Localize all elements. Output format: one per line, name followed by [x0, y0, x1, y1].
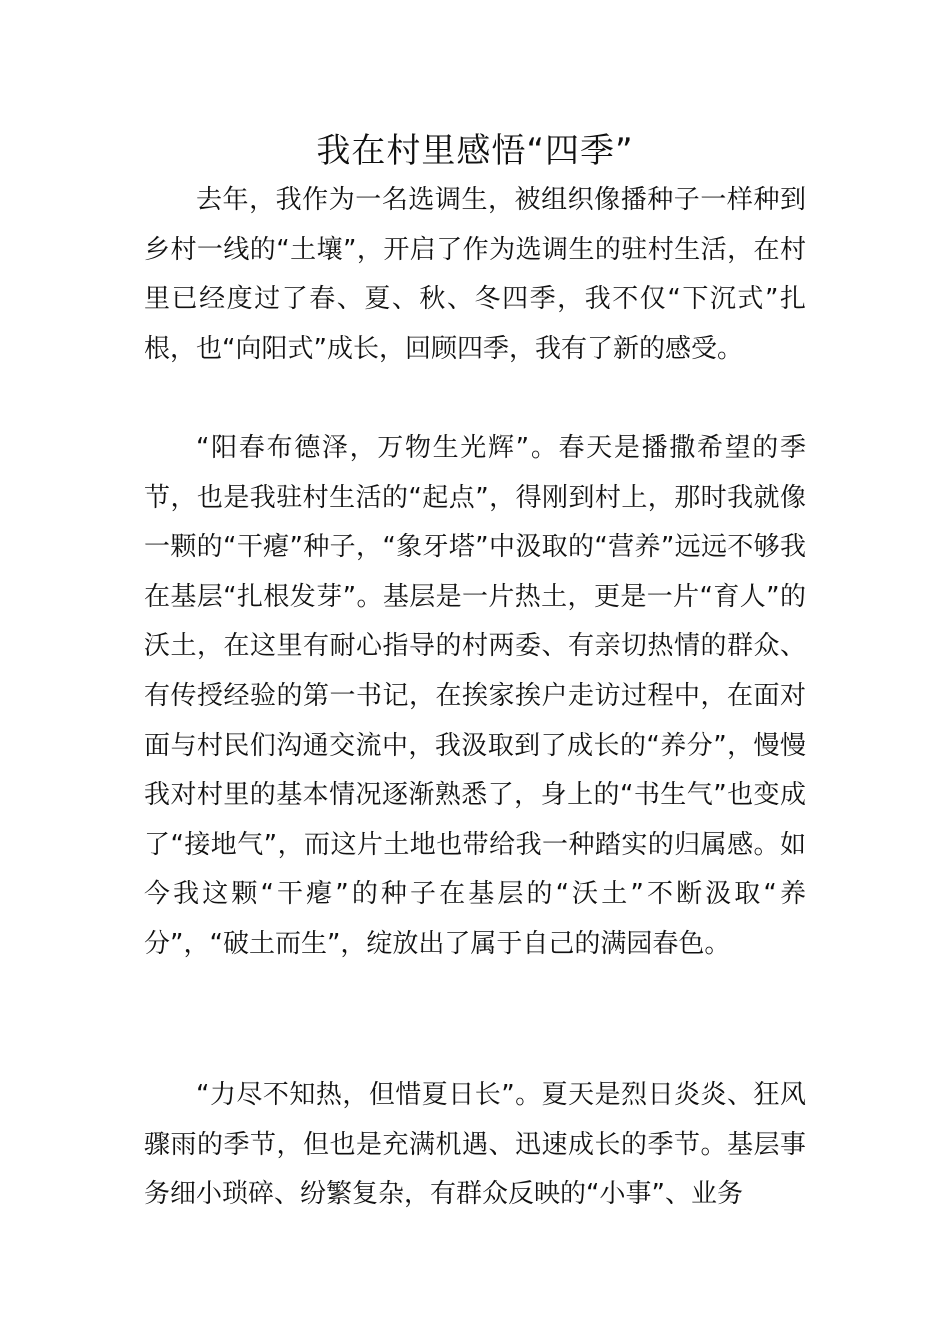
paragraph-spring [144, 424, 806, 970]
page-title: 我在村里感悟“四季” [316, 131, 634, 171]
paragraph-intro [144, 176, 806, 374]
paragraph-summer [144, 1071, 806, 1220]
paragraph-text: “力尽不知热，但惜夏日长”。夏天是烈日炎炎、狂风骤雨的季节，但也是充满机遇、迅速成长的季节。基层事务细小琐碎、纷繁复杂，有群众反映的“小事”、业务 [144, 1080, 806, 1210]
paragraph-text: “阳春布德泽，万物生光辉”。春天是播撒希望的季节，也是我驻村生活的“起点”，得刚到村上，那时我就像一颗的“干瘪”种子，“象牙塔”中汲取的“营养”远远不够我在基层“扎根发芽”。基层是一片热土，更是一片“育人”的沃土，在这里有耐心指导的村两委、有亲切热情的群众、有传授经验的第一书记，在挨家挨户走访过程中，在面对面与村民们沟通交流中，我汲取到了成长的“养分”，慢慢我对村里的基本情况逐渐熟悉了，身上的“书生气”也变成了“接地气”，而这片土地也带给我一种踏实的归属感。如今我这颗“干瘪”的种子在基层的“沃土”不断汲取“养分”，“破土而生”，绽放出了属于自己的满园春色。 [144, 433, 806, 959]
paragraph-text: 去年，我作为一名选调生，被组织像播种子一样种到乡村一线的“土壤”，开启了作为选调生的驻村生活，在村里已经度过了春、夏、秋、冬四季，我不仅“下沉式”扎根，也“向阳式”成长，回顾四季，我有了新的感受。 [144, 185, 806, 364]
